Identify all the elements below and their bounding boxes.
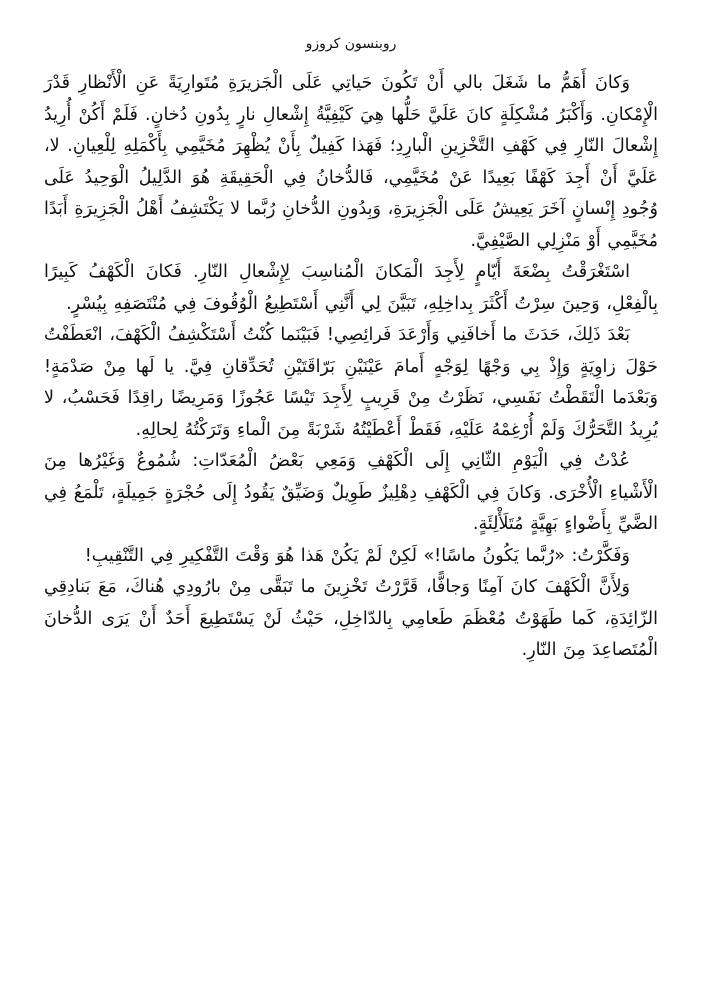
story-body — [44, 68, 658, 667]
paragraph-storage-decision: وَلِأَنَّ الْكَهْفَ كانَ آمِنًا وَجافًّا، قَرَّرْتُ تَخْزِينَ ما تَبَقَّى مِنْ بارُودِي هُناكَ، مَعَ بَنادِقِي الزّائِدَةِ، كَما طَهَوْتُ مُعْظَمَ طَعامِي بِالدّاخِلِ، حَيْثُ لَنْ يَسْتَطِيعَ أَحَدٌ أَنْ يَرَى الدُّخانَ الْمُتَصاعِدَ مِنَ النّارِ. — [44, 577, 658, 660]
running-header-title: روبنسون كروزو — [305, 36, 397, 52]
paragraph-return-with-equipment: عُدْتُ فِي الْيَوْمِ الثّانِي إِلَى الْكَهْفِ وَمَعِي بَعْضُ الْمُعَدّاتِ: شُمُوعٌ وَغَيْرُها مِنَ الْأَشْياءِ الْأُخْرَى. وَكانَ فِي الْكَهْفِ دِهْلِيزٌ طَوِيلٌ وَضَيِّقٌ يَقُودُ إِلَى حُجْرَةٍ جَمِيلَةٍ، تَلْمَعُ فِي الضَّيِّ بِأَضْواءٍ بَهِيَّةٍ مُتَلَأْلِئَةٍ. — [44, 451, 658, 534]
paragraph-diamond-thought: وَفَكَّرْتُ: «رُبَّما يَكُونُ ماسًا!» لَكِنْ لَمْ يَكُنْ هَذا هُوَ وَقْتَ التَّفْكِيرِ فِي التَّنْقِيبِ! — [84, 545, 630, 566]
paragraph-hidden-life: وَكانَ أَهَمُّ ما شَغَلَ بالي أَنْ تَكُونَ حَياتِي عَلَى الْجَزيرَةِ مُتَوارِيَةً عَنِ الْأَنْظارِ قَدْرَ الْإِمْكانِ. وَأَكْبَرُ مُشْكِلَةٍ كانَ عَلَيَّ حَلُّها هِيَ كَيْفِيَّةُ إِشْعالِ نارٍ بِدُونِ دُخانٍ. فَلَمْ أَكُنْ أُرِيدُ إِشْعالَ النّارِ فِي كَهْفِ التَّخْزِينِ الْبارِدِ؛ فَهَذا كَفِيلٌ بِأَنْ يُظْهِرَ مُخَيَّمِي بِأَكْمَلِهِ لِلْعِيانِ. لا، عَلَيَّ أَنْ أَجِدَ كَهْفًا بَعِيدًا عَنْ مُخَيَّمِي، فَالدُّخانُ فِي الْحَقِيقَةِ هُوَ الدَّلِيلُ الْوَحِيدُ عَلَى وُجُودِ إِنْسانٍ آخَرَ يَعِيشُ عَلَى الْجَزِيرَةِ، وَبِدُونِ الدُّخانِ رُبَّما لا يَكْتَشِفُ أَهْلُ الْجَزِيرَةِ أَبَدًا مُخَيَّمِي أَوْ مَنْزِلِي الصَّيْفِيَّ. — [44, 73, 658, 251]
paragraph-goat-encounter: بَعْدَ ذَلِكَ، حَدَثَ ما أَخافَنِي وَأَرْعَدَ فَرائِصِي! فَبَيْنَما كُنْتُ أَسْتَكْشِفُ الْكَهْفَ، انْعَطَفْتُ حَوْلَ زاوِيَةٍ وَإِذْ بِي وَجْهًا لِوَجْهٍ أَمامَ عَيْنَيْنِ بَرّاقَتَيْنِ تُحَدِّقانِ فِيَّ. يا لَها مِنْ صَدْمَةٍ! وَبَعْدَما الْتَقَطْتُ نَفَسِي، نَظَرْتُ مِنْ قَرِيبٍ لِأَجِدَ تَيْسًا عَجُوزًا وَمَرِيضًا راقِدًا فَحَسْبُ، لا يُرِيدُ التَّحَرُّكَ وَلَمْ أُرْغِمْهُ عَلَيْهِ، فَقَطْ أَعْطَيْتُهُ شَرْبَةً مِنَ الْماءِ وَتَرَكْتُهُ لِحالِهِ. — [44, 325, 658, 440]
paragraph-finding-cave: اسْتَغْرَقْتُ بِضْعَةَ أَيّامٍ لِأَجِدَ الْمَكانَ الْمُناسِبَ لِإِشْعالِ النّارِ. فَكانَ الْكَهْفُ كَبِيرًا بِالْفِعْلِ، وَحِينَ سِرْتُ أَكْثَرَ بِداخِلِهِ، تَبَيَّنَ لِي أَنَّنِي أَسْتَطِيعُ الْوُقُوفَ فِي مُنْتَصَفِهِ بِيُسْرٍ. — [44, 262, 658, 314]
